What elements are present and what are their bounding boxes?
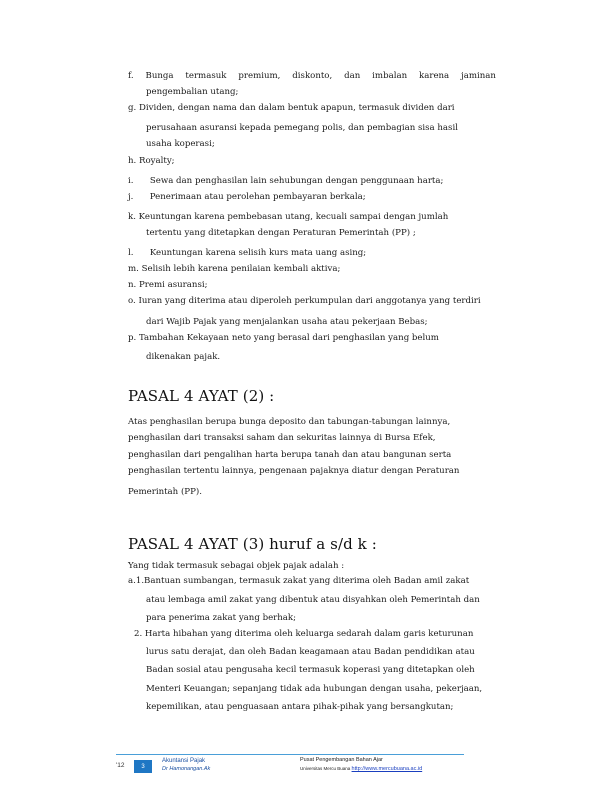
list-item: g. Dividen, dengan nama dan dalam bentuk apapun, termasuk dividen dari	[128, 103, 455, 113]
list-item: l. Keuntungan karena selisih kurs mata uang asing;	[128, 248, 367, 258]
list-item: h. Royalty;	[128, 156, 175, 166]
list-item: dikenakan pajak.	[146, 352, 221, 362]
paragraph-line: para penerima zakat yang berhak;	[146, 613, 297, 623]
paragraph-line: Badan sosial atau pengusaha kecil termasuk koperasi yang ditetapkan oleh	[146, 665, 475, 675]
page-number-box	[134, 760, 152, 773]
paragraph-line: Menteri Keuangan; sepanjang tidak ada hubungan dengan usaha, pekerjaan,	[146, 684, 483, 694]
footer-divider	[116, 754, 464, 755]
paragraph-line: penghasilan dari transaksi saham dan sekuritas lainnya di Bursa Efek,	[128, 433, 436, 443]
list-word: Bunga	[145, 71, 174, 81]
section-heading: PASAL 4 AYAT (2) :	[128, 387, 275, 405]
paragraph-line: Yang tidak termasuk sebagai objek pajak adalah :	[128, 561, 345, 571]
list-item: dari Wajib Pajak yang menjalankan usaha atau pekerjaan Bebas;	[146, 317, 428, 327]
paragraph-line: penghasilan tertentu lainnya, pengenaan pajaknya diatur dengan Peraturan	[128, 466, 460, 476]
list-item: k. Keuntungan karena pembebasan utang, kecuali sampai dengan jumlah	[128, 212, 449, 222]
list-item: n. Premi asuransi;	[128, 280, 208, 290]
list-word: jaminan	[461, 71, 496, 81]
list-word: diskonto,	[292, 71, 333, 81]
list-word: premium,	[238, 71, 281, 81]
list-word: f.	[128, 71, 134, 81]
footer-center-title: Pusat Pengembangan Bahan Ajar	[300, 757, 383, 763]
paragraph-line: atau lembaga amil zakat yang dibentuk atau disyahkan oleh Pemerintah dan	[146, 595, 480, 605]
list-word: imbalan	[372, 71, 408, 81]
list-item: tertentu yang ditetapkan dengan Peraturan Pemerintah (PP) ;	[146, 228, 416, 238]
section-heading: PASAL 4 AYAT (3) huruf a s/d k :	[128, 535, 377, 553]
paragraph-line: a.1.Bantuan sumbangan, termasuk zakat yang diterima oleh Badan amil zakat	[128, 576, 470, 586]
list-item-f	[128, 72, 496, 81]
list-item-f-cont: pengembalian utang;	[146, 87, 239, 97]
list-item: perusahaan asuransi kepada pemegang polis, dan pembagian sisa hasil	[146, 123, 458, 133]
list-word: termasuk	[185, 71, 227, 81]
list-item: j. Penerimaan atau perolehan pembayaran berkala;	[128, 192, 366, 202]
list-item: p. Tambahan Kekayaan neto yang berasal dari penghasilan yang belum	[128, 333, 439, 343]
paragraph-line: Pemerintah (PP).	[128, 487, 202, 497]
list-word: karena	[419, 71, 450, 81]
paragraph-line: kepemilikan, atau penguasaan antara pihak-pihak yang bersangkutan;	[146, 702, 454, 712]
list-item: o. Iuran yang diterima atau diperoleh perkumpulan dari anggotanya yang terdiri	[128, 296, 481, 306]
paragraph-line: lurus satu derajat, dan oleh Badan keagamaan atau Badan pendidikan atau	[146, 647, 475, 657]
list-item: i. Sewa dan penghasilan lain sehubungan dengan penggunaan harta;	[128, 176, 444, 186]
footer-univ-label: Universitas Mercu Buana	[300, 766, 351, 771]
footer-url-link[interactable]: http://www.mercubuana.ac.id	[351, 766, 423, 772]
list-item: m. Selisih lebih karena penilaian kembali aktiva;	[128, 264, 341, 274]
paragraph-line: penghasilan dari pengalihan harta berupa tanah dan atau bangunan serta	[128, 450, 452, 460]
footer-course: Akuntansi Pajak	[162, 758, 206, 764]
list-item: usaha koperasi;	[146, 139, 215, 149]
footer-author: Dr Hamonangan.Ak	[162, 766, 211, 772]
footer-margin-number: '12	[116, 762, 125, 769]
paragraph-line: Atas penghasilan berupa bunga deposito dan tabungan-tabungan lainnya,	[128, 417, 451, 427]
list-word: dan	[344, 71, 361, 81]
paragraph-line: 2. Harta hibahan yang diterima oleh keluarga sedarah dalam garis keturunan	[134, 629, 474, 639]
footer-university	[300, 767, 422, 773]
page-number: 3	[141, 763, 145, 770]
